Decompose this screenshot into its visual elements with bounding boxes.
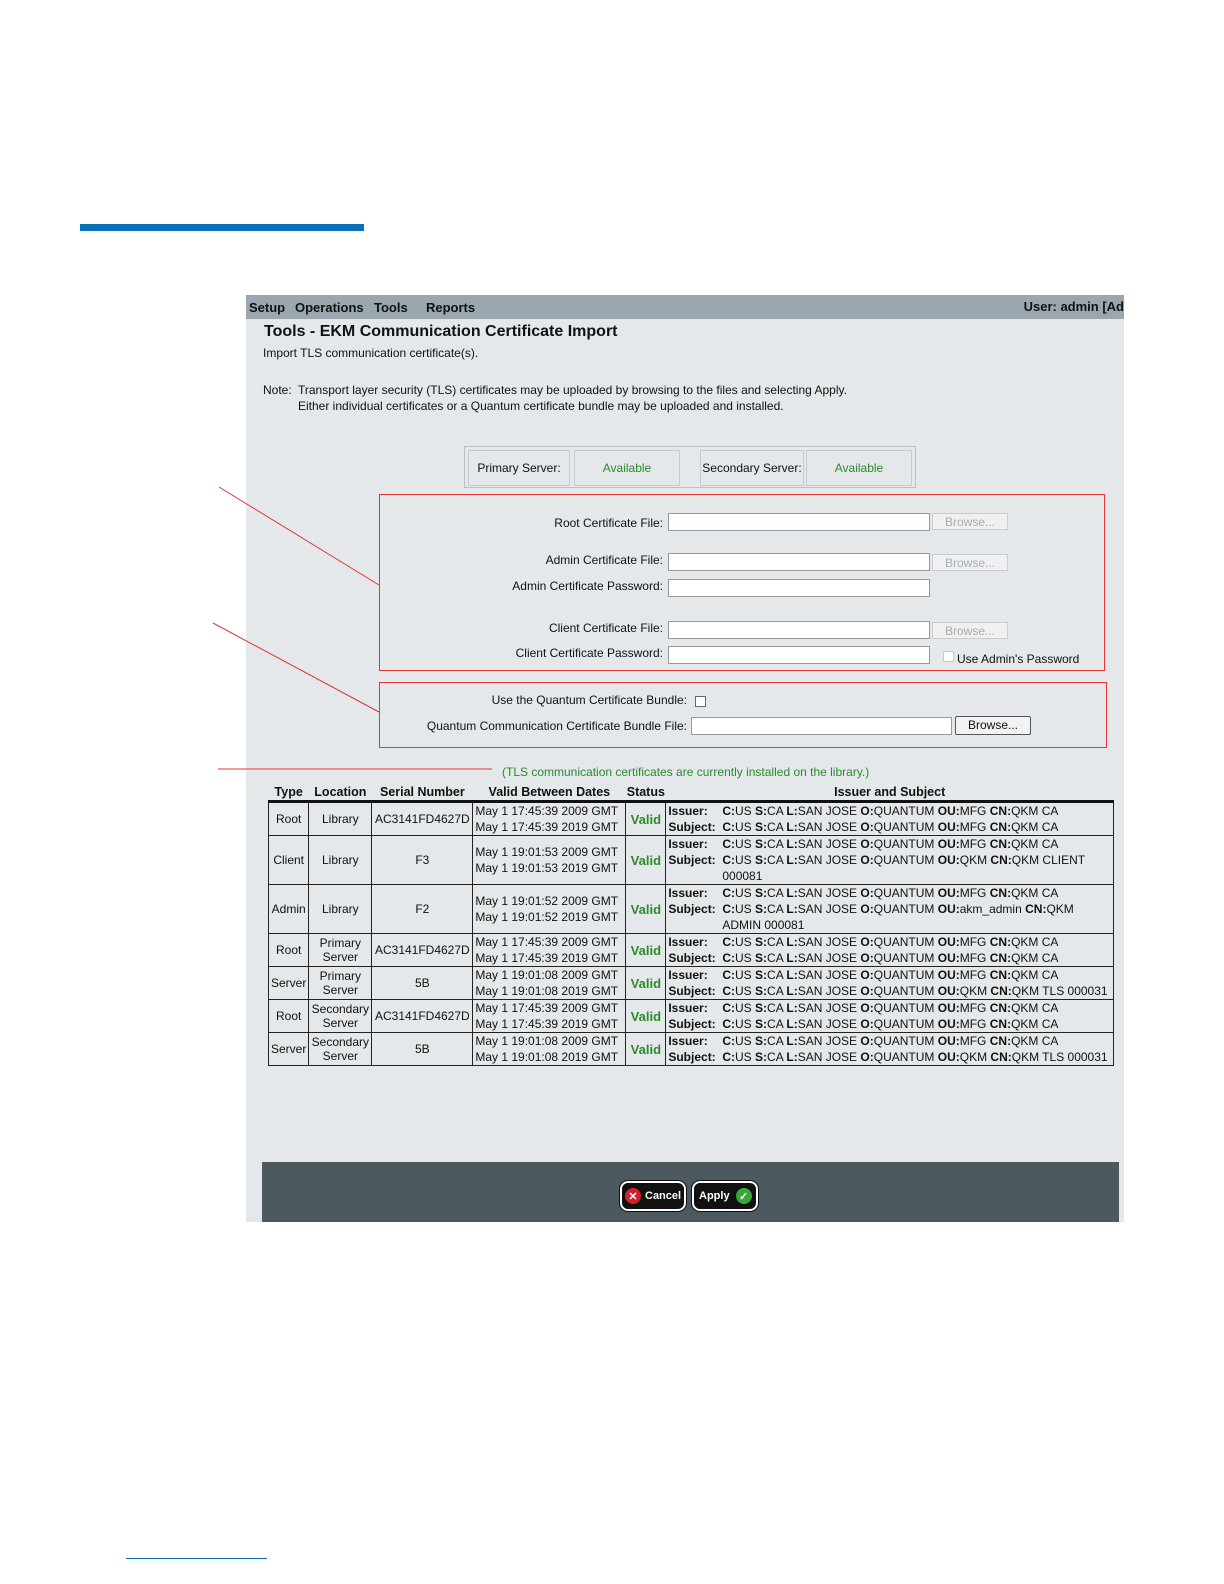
valid-from: May 1 17:45:39 2009 GMT: [475, 1001, 619, 1015]
valid-to: May 1 17:45:39 2019 GMT: [475, 1017, 619, 1031]
table-row: [269, 967, 1114, 1000]
cert-serial: 5B: [372, 967, 473, 1000]
cert-type: Server: [269, 967, 309, 1000]
subject-label: Subject:: [668, 984, 716, 998]
cert-type: Root: [269, 802, 309, 836]
valid-from: May 1 19:01:08 2009 GMT: [475, 968, 619, 982]
client-file-label: Client Certificate File:: [548, 621, 663, 635]
subject-label: Subject:: [668, 820, 716, 834]
cert-issuer-subject: [666, 885, 1114, 934]
issuer-value: C:US S:CA L:SAN JOSE O:QUANTUM OU:MFG CN:QKM CA: [722, 1034, 1059, 1048]
note-label: Note:: [263, 383, 292, 397]
admin-browse-button[interactable]: Browse...: [932, 554, 1008, 571]
admin-file-input[interactable]: [668, 553, 930, 571]
cert-location: Primary Server: [309, 967, 372, 1000]
cert-location: Library: [309, 836, 372, 885]
subject-label: Subject:: [668, 1050, 716, 1064]
cert-status: Valid: [626, 1000, 666, 1033]
subject-label: Subject:: [668, 1017, 716, 1031]
issuer-value: C:US S:CA L:SAN JOSE O:QUANTUM OU:MFG CN:QKM CA: [722, 968, 1059, 982]
cert-location: Library: [309, 885, 372, 934]
valid-to: May 1 19:01:08 2019 GMT: [475, 1050, 619, 1064]
issuer-value: C:US S:CA L:SAN JOSE O:QUANTUM OU:MFG CN:QKM CA: [722, 1001, 1059, 1015]
check-icon: ✓: [736, 1188, 752, 1204]
subject-label: Subject:: [668, 951, 716, 965]
use-admin-password-checkbox[interactable]: [943, 651, 954, 662]
valid-from: May 1 19:01:52 2009 GMT: [475, 894, 619, 908]
cancel-label: Cancel: [645, 1190, 682, 1202]
table-row: [269, 1033, 1114, 1066]
admin-password-label: Admin Certificate Password:: [512, 579, 663, 593]
installed-note: (TLS communication certificates are currently installed on the library.): [502, 765, 870, 779]
table-header-row: [269, 784, 1114, 802]
menu-operations[interactable]: Operations: [295, 300, 364, 315]
table-row: [269, 885, 1114, 934]
menu-setup[interactable]: Setup: [249, 300, 286, 315]
valid-from: May 1 17:45:39 2009 GMT: [475, 935, 619, 949]
valid-to: May 1 17:45:39 2019 GMT: [475, 820, 619, 834]
client-file-input[interactable]: [668, 621, 930, 639]
note-line-2: Either individual certificates or a Quantum certificate bundle may be uploaded and installed.: [298, 399, 784, 413]
use-bundle-checkbox[interactable]: [695, 696, 706, 707]
certificate-table: [268, 784, 1114, 1066]
issuer-label: Issuer:: [668, 1001, 708, 1015]
cert-location: Secondary Server: [309, 1033, 372, 1066]
server-status-panel: [464, 446, 916, 488]
use-admin-password-label: Use Admin's Password: [957, 652, 1080, 666]
cert-serial: AC3141FD4627D: [372, 1000, 473, 1033]
col-dates: Valid Between Dates: [488, 785, 611, 799]
cert-location: Primary Server: [309, 934, 372, 967]
col-type: Type: [274, 785, 303, 799]
valid-from: May 1 19:01:53 2009 GMT: [475, 845, 619, 859]
issuer-label: Issuer:: [668, 886, 708, 900]
menu-tools[interactable]: Tools: [374, 300, 408, 315]
bundle-file-input[interactable]: [691, 717, 952, 735]
primary-server-status: Available: [574, 450, 680, 486]
client-browse-button[interactable]: Browse...: [932, 622, 1008, 639]
cert-status: Valid: [626, 1033, 666, 1066]
cert-dates: [473, 934, 626, 967]
bundle-file-label: Quantum Communication Certificate Bundle File:: [426, 719, 687, 733]
cert-dates: [473, 1033, 626, 1066]
cert-issuer-subject: [666, 1033, 1114, 1066]
cert-type: Root: [269, 934, 309, 967]
cert-serial: AC3141FD4627D: [372, 934, 473, 967]
cert-serial: F3: [372, 836, 473, 885]
table-row: [269, 836, 1114, 885]
client-password-label: Client Certificate Password:: [515, 646, 663, 660]
subject-label: Subject:: [668, 902, 716, 916]
menu-bar: [246, 295, 1124, 319]
cert-issuer-subject: [666, 967, 1114, 1000]
menu-reports[interactable]: Reports: [426, 300, 476, 315]
issuer-value: C:US S:CA L:SAN JOSE O:QUANTUM OU:MFG CN:QKM CA: [722, 837, 1059, 851]
cert-serial: 5B: [372, 1033, 473, 1066]
cert-status: Valid: [626, 885, 666, 934]
issuer-value: C:US S:CA L:SAN JOSE O:QUANTUM OU:MFG CN:QKM CA: [722, 886, 1059, 900]
subject-value: C:US S:CA L:SAN JOSE O:QUANTUM OU:MFG CN:QKM CA: [722, 1017, 1059, 1031]
cert-dates: [473, 836, 626, 885]
issuer-value: C:US S:CA L:SAN JOSE O:QUANTUM OU:MFG CN:QKM CA: [722, 804, 1059, 818]
subject-value: C:US S:CA L:SAN JOSE O:QUANTUM OU:QKM CN:QKM CLIENT 000081: [722, 853, 1085, 883]
certificate-bundle-box: [379, 682, 1107, 748]
page-subtitle: Import TLS communication certificate(s).: [263, 346, 479, 360]
valid-from: May 1 17:45:39 2009 GMT: [475, 804, 619, 818]
valid-to: May 1 19:01:08 2019 GMT: [475, 984, 619, 998]
note-line-1: Transport layer security (TLS) certificates may be uploaded by browsing to the files and selecting Apply.: [298, 383, 847, 397]
cert-serial: F2: [372, 885, 473, 934]
cert-issuer-subject: [666, 934, 1114, 967]
issuer-label: Issuer:: [668, 935, 708, 949]
issuer-label: Issuer:: [668, 837, 708, 851]
cert-serial: AC3141FD4627D: [372, 802, 473, 836]
cert-status: Valid: [626, 967, 666, 1000]
issuer-label: Issuer:: [668, 1034, 708, 1048]
issuer-value: C:US S:CA L:SAN JOSE O:QUANTUM OU:MFG CN:QKM CA: [722, 935, 1059, 949]
page-title: Tools - EKM Communication Certificate Import: [264, 323, 618, 340]
header-rule: [80, 224, 364, 231]
bundle-browse-button[interactable]: Browse...: [955, 716, 1031, 735]
cert-dates: [473, 885, 626, 934]
table-row: [269, 1000, 1114, 1033]
admin-password-input[interactable]: [668, 579, 930, 597]
cert-issuer-subject: [666, 802, 1114, 836]
table-row: [269, 802, 1114, 836]
cert-type: Admin: [269, 885, 309, 934]
issuer-label: Issuer:: [668, 968, 708, 982]
col-location: Location: [314, 785, 367, 799]
cert-status: Valid: [626, 802, 666, 836]
cert-status: Valid: [626, 836, 666, 885]
subject-value: C:US S:CA L:SAN JOSE O:QUANTUM OU:QKM CN:QKM TLS 000031: [722, 1050, 1108, 1064]
subject-label: Subject:: [668, 853, 716, 867]
subject-value: C:US S:CA L:SAN JOSE O:QUANTUM OU:QKM CN:QKM TLS 000031: [722, 984, 1108, 998]
valid-from: May 1 19:01:08 2009 GMT: [475, 1034, 619, 1048]
root-file-input[interactable]: [668, 513, 930, 531]
col-serial: Serial Number: [379, 785, 465, 799]
bundle-checkbox-label: Use the Quantum Certificate Bundle:: [491, 693, 687, 707]
col-status: Status: [626, 785, 665, 799]
secondary-server-label: Secondary Server:: [700, 450, 804, 486]
table-row: [269, 934, 1114, 967]
col-issuer-subject: Issuer and Subject: [834, 785, 946, 799]
app-window: [246, 295, 1124, 1222]
valid-to: May 1 19:01:52 2019 GMT: [475, 910, 619, 924]
client-password-input[interactable]: [668, 646, 930, 664]
x-icon: ✕: [625, 1188, 641, 1204]
secondary-server-status: Available: [806, 450, 912, 486]
cert-dates: [473, 1000, 626, 1033]
root-browse-button[interactable]: Browse...: [932, 513, 1008, 530]
valid-to: May 1 19:01:53 2019 GMT: [475, 861, 619, 875]
apply-button[interactable]: [692, 1181, 758, 1211]
root-file-label: Root Certificate File:: [554, 516, 663, 530]
cert-location: Library: [309, 802, 372, 836]
cert-status: Valid: [626, 934, 666, 967]
action-bar: [262, 1162, 1119, 1222]
cert-dates: [473, 802, 626, 836]
user-label: User: admin [Ad: [1023, 299, 1124, 314]
cert-type: Server: [269, 1033, 309, 1066]
subject-value: C:US S:CA L:SAN JOSE O:QUANTUM OU:MFG CN:QKM CA: [722, 951, 1059, 965]
issuer-label: Issuer:: [668, 804, 708, 818]
apply-label: Apply: [699, 1190, 730, 1202]
primary-server-label: Primary Server:: [468, 450, 570, 486]
footer-rule: [126, 1558, 267, 1559]
cert-issuer-subject: [666, 836, 1114, 885]
cancel-button[interactable]: [620, 1181, 686, 1211]
cert-location: Secondary Server: [309, 1000, 372, 1033]
subject-value: C:US S:CA L:SAN JOSE O:QUANTUM OU:MFG CN:QKM CA: [722, 820, 1059, 834]
cert-dates: [473, 967, 626, 1000]
cert-issuer-subject: [666, 1000, 1114, 1033]
subject-value: C:US S:CA L:SAN JOSE O:QUANTUM OU:akm_admin CN:QKM ADMIN 000081: [722, 902, 1074, 932]
cert-type: Root: [269, 1000, 309, 1033]
valid-to: May 1 17:45:39 2019 GMT: [475, 951, 619, 965]
cert-type: Client: [269, 836, 309, 885]
admin-file-label: Admin Certificate File:: [545, 553, 663, 567]
